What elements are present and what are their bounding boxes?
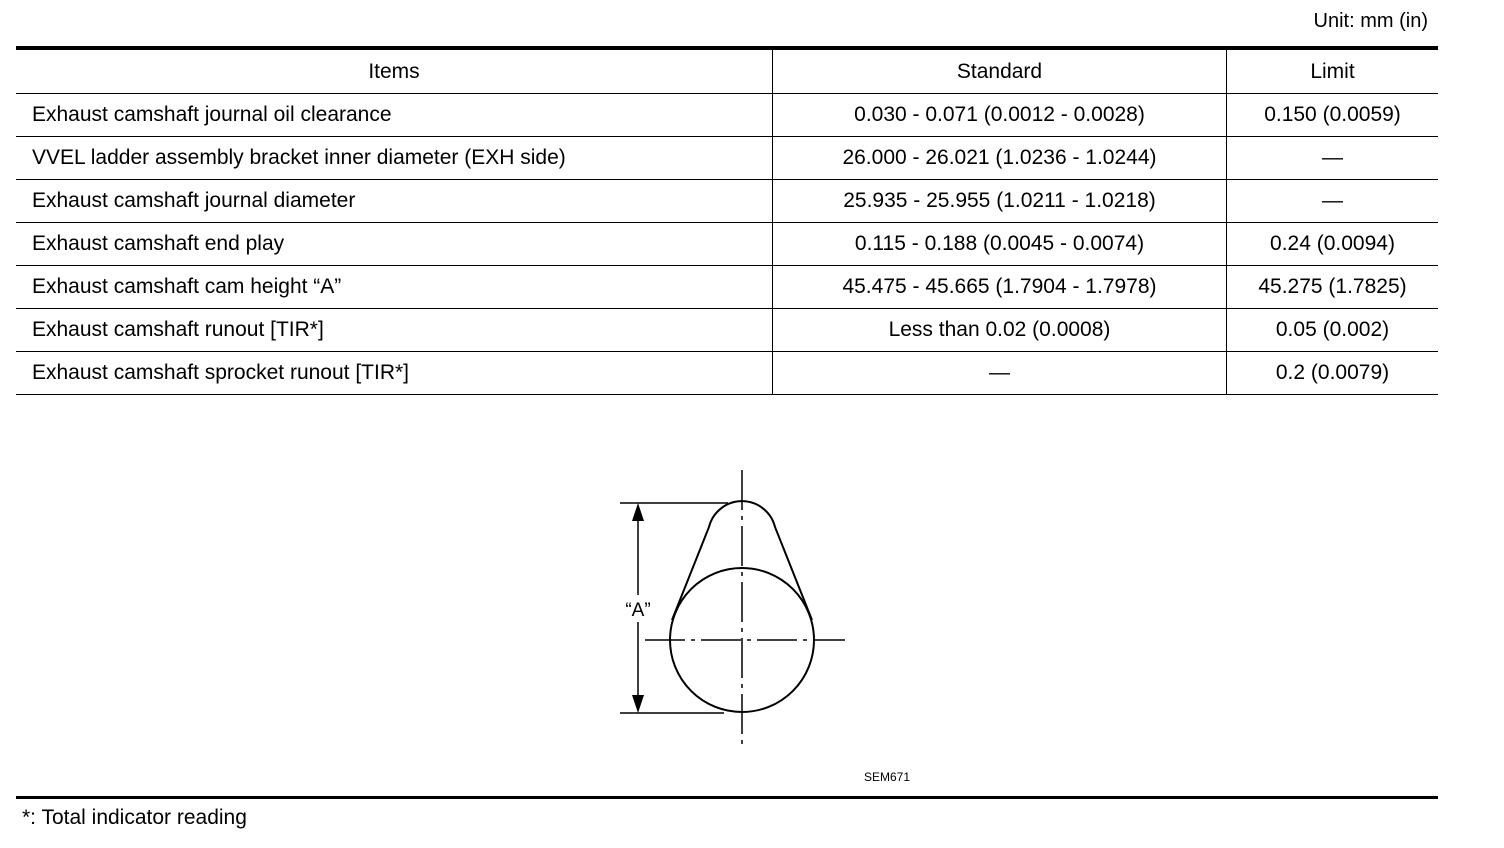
row-item: VVEL ladder assembly bracket inner diameter (EXH side)	[16, 137, 773, 180]
row-standard: 45.475 - 45.665 (1.7904 - 1.7978)	[773, 266, 1227, 309]
header-items: Items	[16, 48, 773, 94]
row-limit: 45.275 (1.7825)	[1227, 266, 1439, 309]
footnote: *: Total indicator reading	[22, 806, 247, 829]
row-standard: 0.115 - 0.188 (0.0045 - 0.0074)	[773, 223, 1227, 266]
camshaft-spec-table	[16, 46, 1438, 395]
dimension-arrow-down	[632, 695, 644, 713]
bottom-divider	[16, 796, 1438, 799]
header-limit: Limit	[1227, 48, 1439, 94]
row-standard: Less than 0.02 (0.0008)	[773, 309, 1227, 352]
row-limit: 0.05 (0.002)	[1227, 309, 1439, 352]
dimension-label-a: “A”	[625, 600, 651, 621]
row-standard: 0.030 - 0.071 (0.0012 - 0.0028)	[773, 94, 1227, 137]
table-row	[16, 94, 1438, 137]
header-standard: Standard	[773, 48, 1227, 94]
row-limit: 0.150 (0.0059)	[1227, 94, 1439, 137]
row-limit: —	[1227, 137, 1439, 180]
row-item: Exhaust camshaft sprocket runout [TIR*]	[16, 352, 773, 395]
row-item: Exhaust camshaft cam height “A”	[16, 266, 773, 309]
row-limit: —	[1227, 180, 1439, 223]
table-header-row	[16, 48, 1438, 94]
table-row	[16, 352, 1438, 395]
table-row	[16, 223, 1438, 266]
row-item: Exhaust camshaft end play	[16, 223, 773, 266]
cam-height-diagram	[600, 465, 860, 755]
table-row	[16, 266, 1438, 309]
table-row	[16, 137, 1438, 180]
row-standard: 26.000 - 26.021 (1.0236 - 1.0244)	[773, 137, 1227, 180]
row-item: Exhaust camshaft journal oil clearance	[16, 94, 773, 137]
row-standard: 25.935 - 25.955 (1.0211 - 1.0218)	[773, 180, 1227, 223]
row-item: Exhaust camshaft journal diameter	[16, 180, 773, 223]
figure-code: SEM671	[864, 770, 911, 784]
dimension-arrow-up	[632, 503, 644, 521]
row-standard: —	[773, 352, 1227, 395]
table-row	[16, 309, 1438, 352]
row-item: Exhaust camshaft runout [TIR*]	[16, 309, 773, 352]
unit-label: Unit: mm (in)	[1313, 10, 1428, 32]
row-limit: 0.2 (0.0079)	[1227, 352, 1439, 395]
row-limit: 0.24 (0.0094)	[1227, 223, 1439, 266]
table-row	[16, 180, 1438, 223]
